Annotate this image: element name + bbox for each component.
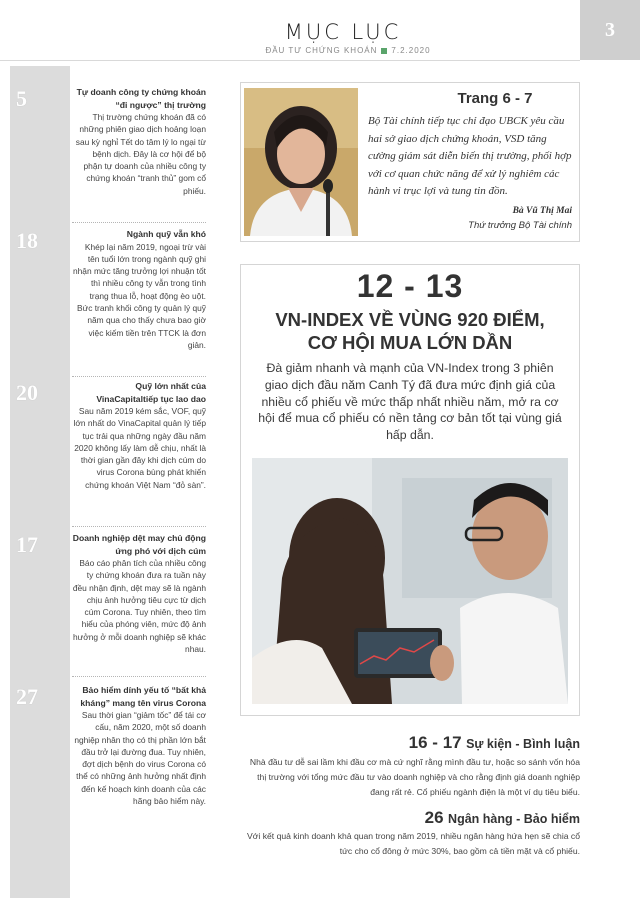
section-body: Nhà đầu tư dễ sai lầm khi đầu cơ mà cứ nghĩ rằng mình đầu tư, hoặc so sánh vốn hóa thị trường với tổng mức đầu tư vào doanh nghiệp và cho rằng định giá doanh nghiệp đang rất rẻ. Cổ phiếu ngành điện là một ví dụ tiêu biểu. (249, 757, 580, 797)
portrait-photo (244, 88, 358, 236)
issue-date: 7.2.2020 (391, 46, 431, 55)
toc-item-title: Ngành quỹ vẫn khó (126, 229, 206, 239)
toc-item-page: 27 (16, 684, 38, 709)
section-heading-1[interactable] (240, 733, 580, 753)
divider (72, 526, 206, 527)
section-title: Sự kiện - Bình luận (466, 737, 580, 751)
section-body: Với kết quả kinh doanh khả quan trong năm 2019, nhiều ngân hàng hứa hẹn sẽ chia cổ tức cho cổ đông ở mức 30%, bao gồm cả tiền mặt và cổ phiếu. (247, 831, 580, 856)
toc-item-title: Doanh nghiệp dệt may chủ động ứng phó với dịch cúm (72, 533, 206, 556)
toc-item-4[interactable] (10, 532, 206, 655)
toc-item-page: 18 (16, 228, 38, 253)
feature-photo (252, 458, 568, 704)
toc-item-5[interactable] (10, 684, 206, 807)
quote-speaker-name: Bà Vũ Thị Mai (512, 206, 572, 216)
publication-line (258, 46, 438, 55)
page-number: 3 (580, 0, 640, 60)
toc-item-body: Khép lại năm 2019, ngoại trừ vài tên tuổi lớn trong ngành quỹ ghi nhận mức tăng trưởng lợi nhuận tốt thì nhiều công ty vẫn trong tình trạng thua lỗ, hoạt động èo uột. Bức tranh khối công ty quản lý quỹ năm qua cho thấy chưa bao giờ việc kiếm tiền trên TTCK là đơn giản. (72, 241, 206, 350)
section-title: Ngân hàng - Bảo hiểm (448, 812, 580, 826)
toc-item-title: Tự doanh công ty chứng khoán “đi ngược” thị trường (76, 87, 206, 110)
header-rule (0, 60, 580, 61)
toc-item-body: Sau năm 2019 kém sắc, VOF, quỹ lớn nhất do VinaCapital quản lý tiếp tục trải qua những ngày đầu năm 2020 không lấy làm dễ chịu, nhất là thời gian gần đây khi dịch cúm do virus Corona bùng phát khiến chứng khoán Việt Nam “đỏ sàn”. (73, 406, 206, 490)
divider (72, 676, 206, 677)
feature-title-line-2: CƠ HỘI MUA LỚN DẦN (307, 332, 513, 353)
toc-item-2[interactable] (10, 228, 206, 351)
section-pages: 16 - 17 (408, 733, 462, 752)
toc-item-title: Bảo hiểm dính yếu tố “bất khả kháng” mang tên virus Corona (80, 685, 206, 708)
divider (72, 222, 206, 223)
quote-text: Bộ Tài chính tiếp tục chỉ đạo UBCK yêu cầu hai sở giao dịch chứng khoán, VSD tăng cường giám sát diễn biến thị trường, phối hợp với cơ quan chức năng để xử lý nghiêm các hành vi trục lợi và tung tin đồn. (368, 115, 572, 198)
toc-item-title: Quỹ lớn nhất của VinaCapitaltiếp tục lao dao (96, 381, 206, 404)
toc-item-body: Thị trường chứng khoán đã có những phiên giao dịch hoảng loạn sau kỳ nghỉ Tết do tâm lý lo ngại từ bệnh dịch. Đây là cơ hội để bộ phận tự doanh của nhiều công ty chứng khoán “tranh thủ” gom cổ phiếu. (75, 112, 206, 196)
feature-pages: 12 - 13 (356, 268, 464, 304)
quote-page-ref: Trang 6 - 7 (457, 90, 533, 107)
section-heading-2[interactable] (240, 808, 580, 828)
toc-item-body: Báo cáo phân tích của nhiều công ty chứng khoán đưa ra tuần này đều nhận định, dệt may sẽ là ngành chịu ảnh hưởng tiêu cực từ dịch cúm Corona. Tuy nhiên, theo tìm hiểu của phóng viên, mức độ ảnh hưởng ở mỗi doanh nghiệp sẽ khác nhau. (72, 558, 206, 655)
toc-item-page: 17 (16, 532, 38, 557)
publication-name: ĐẦU TƯ CHỨNG KHOÁN (265, 46, 378, 55)
section-pages: 26 (424, 808, 444, 827)
green-square-icon (381, 48, 387, 54)
feature-title-line-1: VN-INDEX VỀ VÙNG 920 ĐIỂM, (275, 309, 545, 330)
feature-description: Đà giảm nhanh và mạnh của VN-Index trong 3 phiên giao dịch đầu năm Canh Tý đã đưa mức định giá của nhiều cổ phiếu về mức thấp nhất nhiều năm, mở ra cơ hội để mua cổ phiếu có nền tảng cơ bản tốt tại vùng giá hấp dẫn. (258, 361, 562, 443)
toc-item-body: Sau thời gian “giảm tốc” để tái cơ cấu, năm 2020, một số doanh nghiệp nhân thọ có thị phần lớn bắt đầu trở lại đường đua. Tuy nhiên, đợt dịch bệnh do virus Corona có thể có những ảnh hưởng nhất định đến kế hoạch kinh doanh của các hãng bảo hiểm này. (74, 710, 206, 807)
toc-item-page: 20 (16, 380, 38, 405)
feature-title[interactable] (240, 308, 580, 354)
toc-item-1[interactable] (10, 86, 206, 197)
section-title: MỤC LỤC (284, 20, 402, 44)
divider (72, 376, 206, 377)
toc-item-page: 5 (16, 86, 27, 111)
quote-speaker-role: Thứ trưởng Bộ Tài chính (468, 220, 572, 231)
toc-item-3[interactable] (10, 380, 206, 491)
